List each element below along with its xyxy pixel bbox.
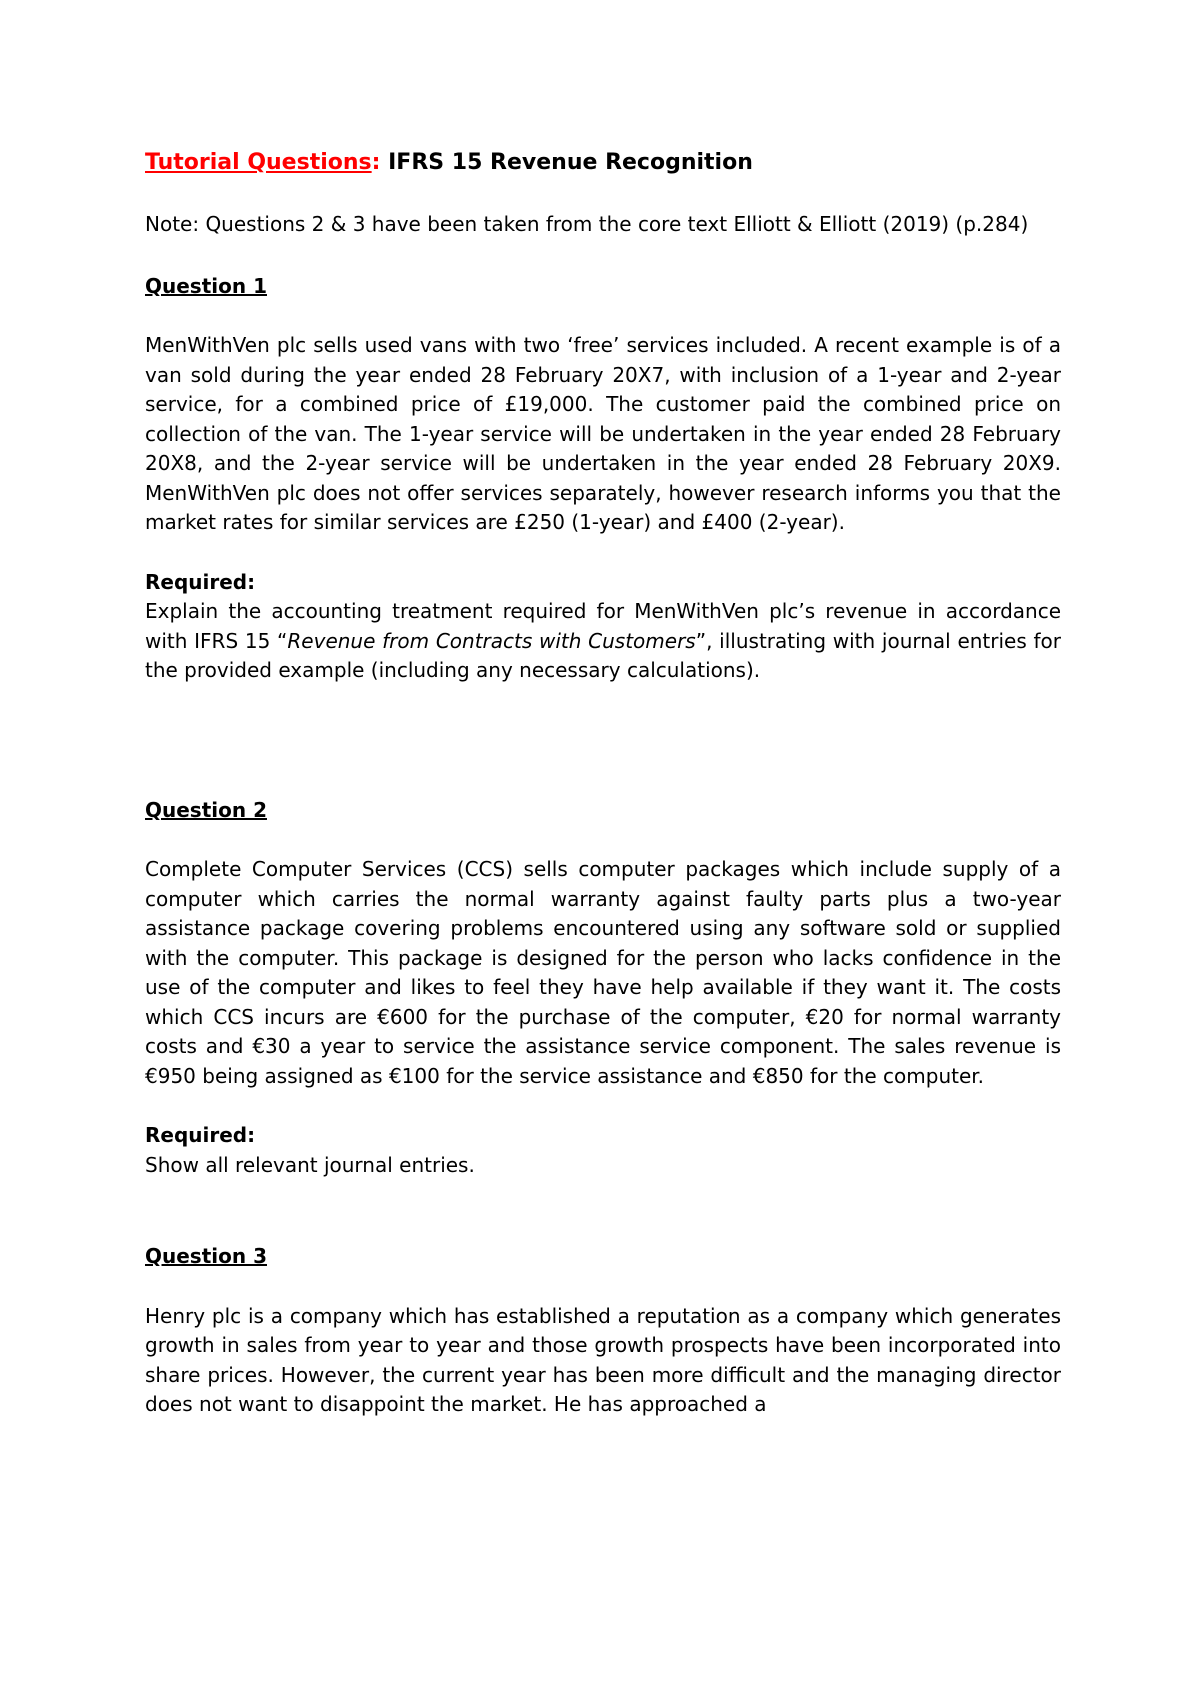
- title-prefix: Tutorial Questions: [145, 150, 372, 175]
- source-note: Note: Questions 2 & 3 have been taken from the core text Elliott & Elliott (2019) (p.284): [145, 212, 1029, 236]
- question-1-required-text: [145, 597, 1061, 686]
- document-title: [145, 148, 1061, 178]
- question-3-body: Henry plc is a company which has established a reputation as a company which generates growth in sales from year to year and those growth prospects have been incorporated into share prices. However, the current year has been more difficult and the managing director does not want to disappoint the market. He has approached a: [145, 1303, 1061, 1416]
- question-2-required-text: Show all relevant journal entries.: [145, 1152, 475, 1177]
- question-3-heading: Question 3: [145, 1244, 267, 1268]
- question-1-body: MenWithVen plc sells used vans with two ‘free’ services included. A recent example is of a van sold during the year ended 28 February 20X7, with inclusion of a 1-year and 2-year service, for a combined price of £19,000. The customer paid the combined price on collection of the van. The 1-year service will be undertaken in the year ended 28 February 20X8, and the 2-year service will be undertaken in the year ended 28 February 20X9. MenWithVen plc does not offer services separately, however research informs you that the market rates for similar services are £250 (1-year) and £400 (2-year).: [145, 333, 1061, 534]
- required-text-end: ”, illustrating with journal entries for the provided example (including any necessary calculations).: [145, 628, 1061, 682]
- required-text-start: Explain the accounting treatment required for MenWithVen plc’s revenue in accordance with IFRS 15 “: [145, 599, 1061, 653]
- question-1-heading: Question 1: [145, 273, 267, 298]
- question-1-required-label: Required:: [145, 569, 256, 594]
- title-main: IFRS 15 Revenue Recognition: [380, 150, 753, 175]
- question-2-heading: Question 2: [145, 797, 267, 822]
- standard-title-italic: Revenue from Contracts with Customers: [287, 628, 696, 653]
- title-colon: :: [371, 150, 381, 175]
- question-2-body: Complete Computer Services (CCS) sells computer packages which include supply of a computer which carries the normal warranty against faulty parts plus a two-year assistance package covering problems encountered using any software sold or supplied with the computer. This package is designed for the person who lacks confidence in the use of the computer and likes to feel they have help available if they want it. The costs which CCS incurs are €600 for the purchase of the computer, €20 for normal warranty costs and €30 a year to service the assistance service component. The sales revenue is €950 being assigned as €100 for the service assistance and €850 for the computer.: [145, 857, 1061, 1088]
- question-2-required-label: Required:: [145, 1123, 256, 1147]
